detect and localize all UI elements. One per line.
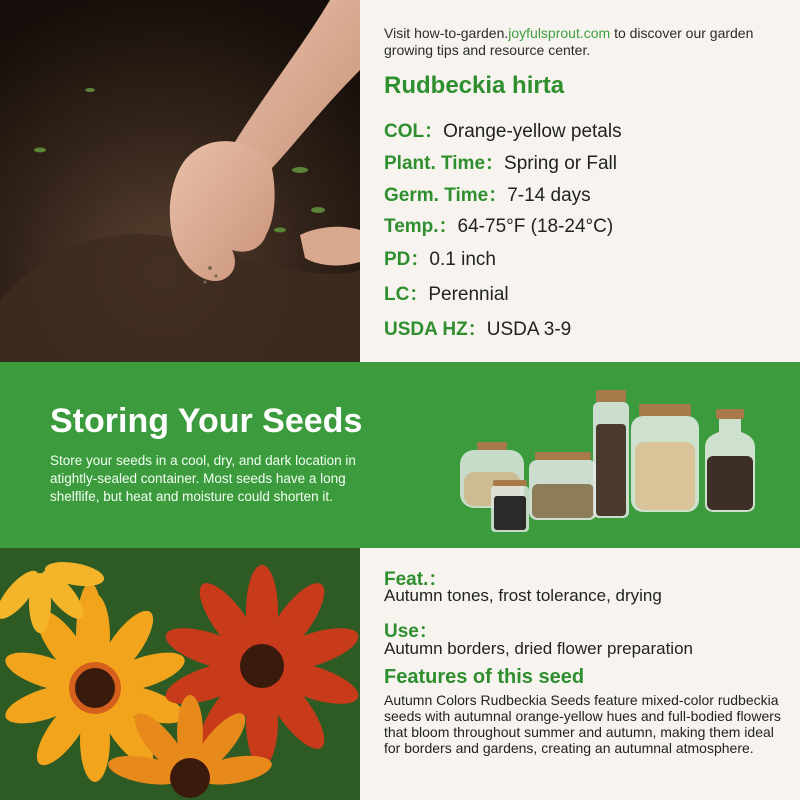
features-description: Autumn Colors Rudbeckia Seeds feature mixed-color rudbeckia seeds with autumnal orange-yellow hues and full-bodied flowers that bloom throughout summer and autumn, making them ideal for borders and gardens, creating an autumnal atmosphere. <box>384 692 781 756</box>
top-section <box>0 0 800 362</box>
site-link[interactable]: joyfulsprout.com <box>508 25 611 41</box>
spec-label: USDA HZ： <box>384 319 487 340</box>
jar-icon <box>593 390 629 518</box>
spec-value: Spring or Fall <box>504 153 618 174</box>
species-name: Rudbeckia hirta <box>384 72 565 99</box>
jar-icon <box>705 409 755 512</box>
seed-jars-illustration <box>455 384 765 534</box>
visit-suffix: to discover our garden growing tips and resource center. <box>384 25 754 58</box>
flower-illustration <box>0 548 360 800</box>
storing-text: Store your seeds in a cool, dry, and dark location in atightly-sealed container. Most seeds have a long shelflife, but heat and moisture could shorten it. <box>50 453 356 504</box>
spec-label: Temp.： <box>384 216 458 237</box>
spec-value: 0.1 inch <box>429 249 496 270</box>
spec-value: 7-14 days <box>507 185 591 206</box>
spec-life-cycle <box>384 279 509 306</box>
spec-germ-time <box>384 180 591 207</box>
jar-icon <box>631 404 699 512</box>
use-value: Autumn borders, dried flower preparation <box>384 639 693 658</box>
spec-label: COL： <box>384 121 444 142</box>
spec-temperature <box>384 211 613 238</box>
soil-hand-photo <box>0 0 360 362</box>
spec-label: Germ. Time： <box>384 185 508 206</box>
spec-value: Perennial <box>428 284 509 305</box>
spec-label: PD： <box>384 249 430 270</box>
spec-plant-time <box>384 148 617 175</box>
spec-planting-depth <box>384 244 496 271</box>
feat-label: Feat.： <box>384 569 448 590</box>
spec-label: Plant. Time： <box>384 153 505 174</box>
feat-value: Autumn tones, frost tolerance, drying <box>384 586 662 605</box>
spec-value: Orange-yellow petals <box>443 121 622 142</box>
storing-seeds-band <box>0 362 800 548</box>
rudbeckia-flower-photo <box>0 548 360 800</box>
spec-value: 64-75°F (18-24°C) <box>457 216 614 237</box>
soil-illustration <box>0 0 360 362</box>
features-title: Features of this seed <box>384 666 585 688</box>
jar-icon <box>491 480 529 532</box>
storing-title: Storing Your Seeds <box>50 402 363 440</box>
spec-value: USDA 3-9 <box>486 319 572 340</box>
visit-prefix: Visit how-to-garden. <box>384 25 509 41</box>
visit-text <box>384 25 794 59</box>
spec-color <box>384 116 622 143</box>
use-label: Use： <box>384 621 438 642</box>
features-panel <box>384 548 790 800</box>
spec-label: LC： <box>384 284 429 305</box>
spec-usda-zone <box>384 314 571 341</box>
jar-icon <box>529 452 597 520</box>
